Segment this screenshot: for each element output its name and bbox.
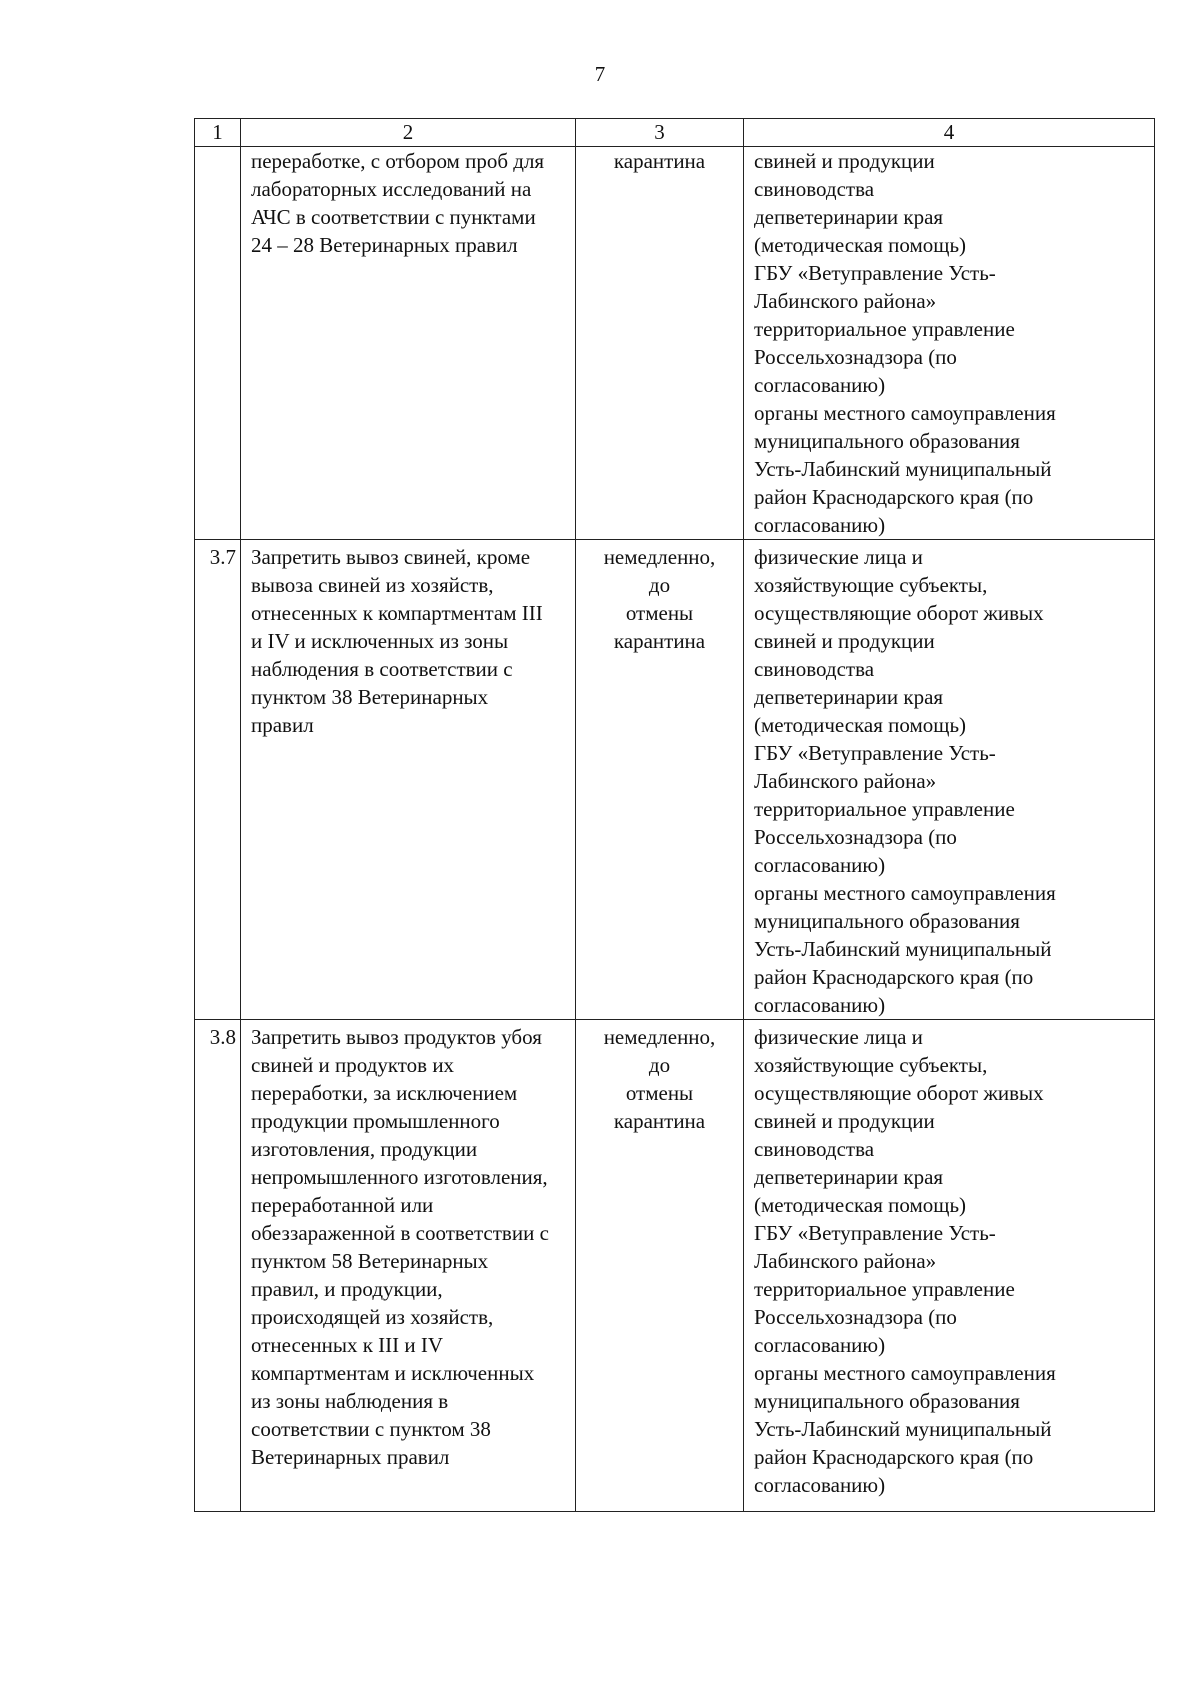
responsible-cell-line: территориальное управление [754, 797, 1015, 821]
measures-table [194, 118, 1155, 1512]
measure-cell-line: наблюдения в соответствии с [251, 657, 513, 681]
responsible-cell-line: депветеринарии края [754, 685, 944, 709]
term-cell [576, 540, 744, 1020]
responsible-cell-line: депветеринарии края [754, 1165, 944, 1189]
measure-cell-line: и IV и исключенных из зоны [251, 629, 509, 653]
responsible-cell-line: согласованию) [754, 1473, 886, 1497]
measure-cell-line: изготовления, продукции [251, 1137, 478, 1161]
table-row [195, 540, 1155, 1020]
responsible-cell-line: ГБУ «Ветуправление Усть- [754, 1221, 996, 1245]
responsible-cell-line: свиноводства [754, 1137, 875, 1161]
term-cell [576, 1020, 744, 1512]
responsible-cell-line: свиней и продукции [754, 1109, 935, 1133]
measure-cell-line: переработке, с отбором проб для [251, 149, 545, 173]
measure-cell-line: лабораторных исследований на [251, 177, 532, 201]
measure-cell-line: происходящей из хозяйств, [251, 1305, 494, 1329]
responsible-cell-line: Усть-Лабинский муниципальный [754, 1417, 1052, 1441]
page-number: 7 [594, 62, 606, 86]
responsible-cell-line: Лабинского района» [754, 289, 937, 313]
responsible-cell-line: ГБУ «Ветуправление Усть- [754, 261, 996, 285]
responsible-cell-line: ГБУ «Ветуправление Усть- [754, 741, 996, 765]
responsible-cell-line: район Краснодарского края (по [754, 1445, 1034, 1469]
responsible-cell-line: муниципального образования [754, 1389, 1020, 1413]
responsible-cell-line: физические лица и [754, 1025, 923, 1049]
term-cell-line: до [648, 1053, 671, 1077]
responsible-cell-line: (методическая помощь) [754, 233, 967, 257]
term-cell-line: отмены [625, 1081, 694, 1105]
term-cell-line: карантина [613, 629, 706, 653]
measure-cell [241, 147, 576, 540]
measure-cell-line: Запретить вывоз свиней, кроме [251, 545, 531, 569]
responsible-cell-line: свиней и продукции [754, 629, 935, 653]
table-header-row [195, 119, 1155, 147]
measure-cell-line: пунктом 58 Ветеринарных [251, 1249, 489, 1273]
term-cell-line: карантина [613, 1109, 706, 1133]
measure-cell-line: вывоза свиней из хозяйств, [251, 573, 494, 597]
header-col-3: 3 [576, 119, 744, 147]
responsible-cell-line: хозяйствующие субъекты, [754, 573, 988, 597]
term-cell-line: отмены [625, 601, 694, 625]
measure-cell-line: переработки, за исключением [251, 1081, 518, 1105]
responsible-cell-line: муниципального образования [754, 429, 1020, 453]
measure-cell-line: пунктом 38 Ветеринарных [251, 685, 489, 709]
term-cell-line: карантина [613, 149, 706, 173]
table-row [195, 147, 1155, 540]
responsible-cell-line: свиноводства [754, 177, 875, 201]
responsible-cell-line: депветеринарии края [754, 205, 944, 229]
responsible-cell-line: Усть-Лабинский муниципальный [754, 457, 1052, 481]
row-number [195, 147, 241, 540]
responsible-cell-line: муниципального образования [754, 909, 1020, 933]
responsible-cell-line: согласованию) [754, 373, 886, 397]
responsible-cell-line: физические лица и [754, 545, 923, 569]
responsible-cell-line: Усть-Лабинский муниципальный [754, 937, 1052, 961]
measure-cell-line: правил, и продукции, [251, 1277, 443, 1301]
responsible-cell-line: согласованию) [754, 513, 886, 537]
responsible-cell [744, 147, 1155, 540]
term-cell-line: до [648, 573, 671, 597]
measure-cell-line: 24 – 28 Ветеринарных правил [251, 233, 518, 257]
measure-cell-line: свиней и продуктов их [251, 1053, 455, 1077]
responsible-cell-line: район Краснодарского края (по [754, 965, 1034, 989]
measure-cell-line: компартментам и исключенных [251, 1361, 535, 1385]
measure-cell-line: непромышленного изготовления, [251, 1165, 548, 1189]
row-number: 3.7 [195, 540, 241, 1020]
responsible-cell-line: район Краснодарского края (по [754, 485, 1034, 509]
measure-cell-line: переработанной или [251, 1193, 434, 1217]
responsible-cell [744, 1020, 1155, 1512]
responsible-cell-line: Лабинского района» [754, 769, 937, 793]
header-col-4: 4 [744, 119, 1155, 147]
measure-cell-line: обеззараженной в соответствии с [251, 1221, 549, 1245]
header-col-2: 2 [241, 119, 576, 147]
responsible-cell-line: свиней и продукции [754, 149, 935, 173]
responsible-cell-line: свиноводства [754, 657, 875, 681]
responsible-cell-line: осуществляющие оборот живых [754, 601, 1044, 625]
responsible-cell-line: согласованию) [754, 993, 886, 1017]
responsible-cell-line: (методическая помощь) [754, 1193, 967, 1217]
term-cell [576, 147, 744, 540]
row-number: 3.8 [195, 1020, 241, 1512]
table-row [195, 1020, 1155, 1512]
responsible-cell-line: органы местного самоуправления [754, 401, 1056, 425]
measure-cell-line: АЧС в соответствии с пунктами [251, 205, 536, 229]
measure-cell-line: из зоны наблюдения в [251, 1389, 449, 1413]
measure-cell-line: отнесенных к компартментам III [251, 601, 543, 625]
responsible-cell-line: (методическая помощь) [754, 713, 967, 737]
measure-cell-line: Запретить вывоз продуктов убоя [251, 1025, 542, 1049]
responsible-cell [744, 540, 1155, 1020]
responsible-cell-line: территориальное управление [754, 1277, 1015, 1301]
header-col-1: 1 [195, 119, 241, 147]
responsible-cell-line: хозяйствующие субъекты, [754, 1053, 988, 1077]
responsible-cell-line: органы местного самоуправления [754, 1361, 1056, 1385]
measure-cell-line: соответствии с пунктом 38 [251, 1417, 491, 1441]
responsible-cell-line: Россельхознадзора (по [754, 1305, 957, 1329]
term-cell-line: немедленно, [603, 545, 716, 569]
measure-cell [241, 540, 576, 1020]
responsible-cell-line: территориальное управление [754, 317, 1015, 341]
measure-cell-line: Ветеринарных правил [251, 1445, 450, 1469]
responsible-cell-line: осуществляющие оборот живых [754, 1081, 1044, 1105]
responsible-cell-line: Россельхознадзора (по [754, 825, 957, 849]
measure-cell-line: правил [251, 713, 314, 737]
responsible-cell-line: Россельхознадзора (по [754, 345, 957, 369]
term-cell-line: немедленно, [603, 1025, 716, 1049]
measure-cell [241, 1020, 576, 1512]
responsible-cell-line: согласованию) [754, 853, 886, 877]
responsible-cell-line: органы местного самоуправления [754, 881, 1056, 905]
measure-cell-line: продукции промышленного [251, 1109, 500, 1133]
measure-cell-line: отнесенных к III и IV [251, 1333, 444, 1357]
responsible-cell-line: Лабинского района» [754, 1249, 937, 1273]
responsible-cell-line: согласованию) [754, 1333, 886, 1357]
